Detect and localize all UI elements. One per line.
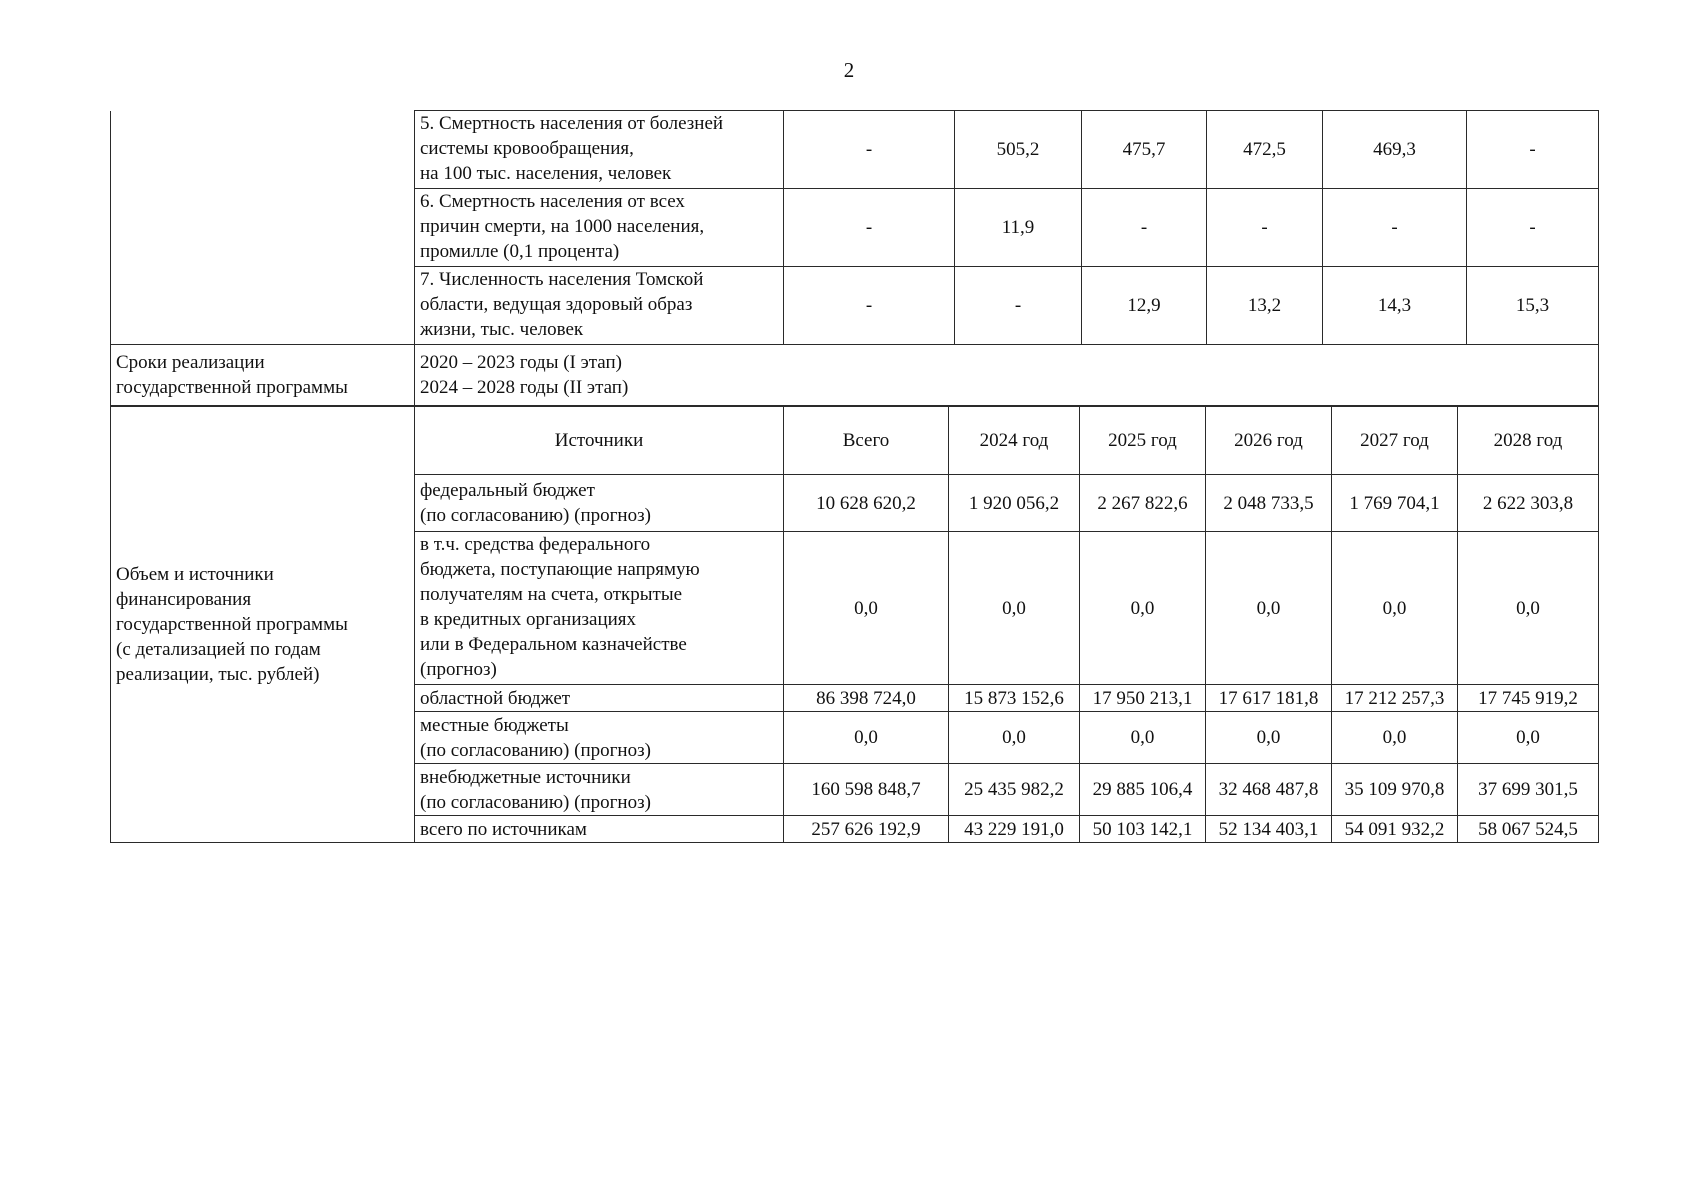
funding-value: 160 598 848,7 xyxy=(784,764,949,816)
funding-value: 0,0 xyxy=(1080,532,1206,685)
indicator-value: - xyxy=(784,267,955,345)
left-column-empty-cell xyxy=(111,111,415,345)
funding-value: 0,0 xyxy=(949,532,1080,685)
indicator-value: 15,3 xyxy=(1467,267,1599,345)
terms-row xyxy=(111,344,1599,406)
indicator-value: - xyxy=(784,189,955,267)
funding-value: 0,0 xyxy=(1332,532,1458,685)
funding-value: 37 699 301,5 xyxy=(1458,764,1599,816)
funding-source-label: внебюджетные источники (по согласованию) (прогноз) xyxy=(415,764,784,816)
indicator-value: - xyxy=(784,111,955,189)
funding-label: Объем и источники финансирования государственной программы (с детализацией по годам реализации, тыс. рублей) xyxy=(111,406,415,843)
indicator-value: 13,2 xyxy=(1207,267,1323,345)
funding-header-cell: 2024 год xyxy=(949,406,1080,475)
funding-value: 0,0 xyxy=(1206,532,1332,685)
indicator-row xyxy=(111,111,1599,189)
indicator-value: 475,7 xyxy=(1082,111,1207,189)
indicator-label: 5. Смертность населения от болезней системы кровообращения, на 100 тыс. населения, человек xyxy=(415,111,784,189)
indicator-value: 505,2 xyxy=(955,111,1082,189)
funding-source-label: всего по источникам xyxy=(415,816,784,843)
funding-source-label: федеральный бюджет (по согласованию) (прогноз) xyxy=(415,475,784,532)
indicator-value: 469,3 xyxy=(1323,111,1467,189)
funding-value: 17 745 919,2 xyxy=(1458,685,1599,712)
funding-table xyxy=(110,405,1599,843)
page-number: 2 xyxy=(843,58,855,82)
funding-value: 0,0 xyxy=(1458,532,1599,685)
funding-header-cell: 2027 год xyxy=(1332,406,1458,475)
funding-value: 1 769 704,1 xyxy=(1332,475,1458,532)
funding-value: 257 626 192,9 xyxy=(784,816,949,843)
funding-source-label: областной бюджет xyxy=(415,685,784,712)
indicator-label: 6. Смертность населения от всех причин смерти, на 1000 населения, промилле (0,1 процента) xyxy=(415,189,784,267)
funding-header-row xyxy=(111,406,1599,475)
funding-source-label: в т.ч. средства федерального бюджета, поступающие напрямую получателям на счета, открытые в кредитных организациях или в Федеральном казначействе (прогноз) xyxy=(415,532,784,685)
passport-table xyxy=(110,110,1598,843)
funding-value: 2 622 303,8 xyxy=(1458,475,1599,532)
funding-value: 25 435 982,2 xyxy=(949,764,1080,816)
funding-value: 2 267 822,6 xyxy=(1080,475,1206,532)
indicator-value: - xyxy=(955,267,1082,345)
funding-value: 0,0 xyxy=(784,532,949,685)
funding-value: 35 109 970,8 xyxy=(1332,764,1458,816)
funding-value: 15 873 152,6 xyxy=(949,685,1080,712)
funding-value: 10 628 620,2 xyxy=(784,475,949,532)
terms-table xyxy=(110,344,1599,407)
indicators-table xyxy=(110,110,1599,345)
funding-value: 32 468 487,8 xyxy=(1206,764,1332,816)
funding-value: 29 885 106,4 xyxy=(1080,764,1206,816)
funding-value: 17 617 181,8 xyxy=(1206,685,1332,712)
indicator-value: 12,9 xyxy=(1082,267,1207,345)
terms-value: 2020 – 2023 годы (I этап) 2024 – 2028 годы (II этап) xyxy=(415,344,1599,406)
funding-value: 17 950 213,1 xyxy=(1080,685,1206,712)
funding-header-cell: 2025 год xyxy=(1080,406,1206,475)
funding-value: 17 212 257,3 xyxy=(1332,685,1458,712)
indicator-value: - xyxy=(1323,189,1467,267)
funding-value: 0,0 xyxy=(1080,712,1206,764)
funding-value: 0,0 xyxy=(1206,712,1332,764)
indicator-value: - xyxy=(1207,189,1323,267)
funding-source-label: местные бюджеты (по согласованию) (прогноз) xyxy=(415,712,784,764)
funding-value: 0,0 xyxy=(1458,712,1599,764)
funding-header-cell: 2028 год xyxy=(1458,406,1599,475)
indicator-value: 11,9 xyxy=(955,189,1082,267)
indicator-value: - xyxy=(1467,189,1599,267)
funding-value: 0,0 xyxy=(949,712,1080,764)
funding-header-cell: 2026 год xyxy=(1206,406,1332,475)
indicator-value: - xyxy=(1467,111,1599,189)
indicator-value: - xyxy=(1082,189,1207,267)
funding-value: 0,0 xyxy=(1332,712,1458,764)
funding-value: 86 398 724,0 xyxy=(784,685,949,712)
funding-value: 52 134 403,1 xyxy=(1206,816,1332,843)
funding-value: 2 048 733,5 xyxy=(1206,475,1332,532)
funding-value: 1 920 056,2 xyxy=(949,475,1080,532)
indicator-value: 472,5 xyxy=(1207,111,1323,189)
indicator-value: 14,3 xyxy=(1323,267,1467,345)
funding-value: 50 103 142,1 xyxy=(1080,816,1206,843)
funding-header-cell: Источники xyxy=(415,406,784,475)
funding-header-cell: Всего xyxy=(784,406,949,475)
indicator-label: 7. Численность населения Томской области, ведущая здоровый образ жизни, тыс. человек xyxy=(415,267,784,345)
funding-value: 0,0 xyxy=(784,712,949,764)
terms-label: Сроки реализации государственной программы xyxy=(111,344,415,406)
funding-value: 58 067 524,5 xyxy=(1458,816,1599,843)
funding-value: 54 091 932,2 xyxy=(1332,816,1458,843)
funding-value: 43 229 191,0 xyxy=(949,816,1080,843)
